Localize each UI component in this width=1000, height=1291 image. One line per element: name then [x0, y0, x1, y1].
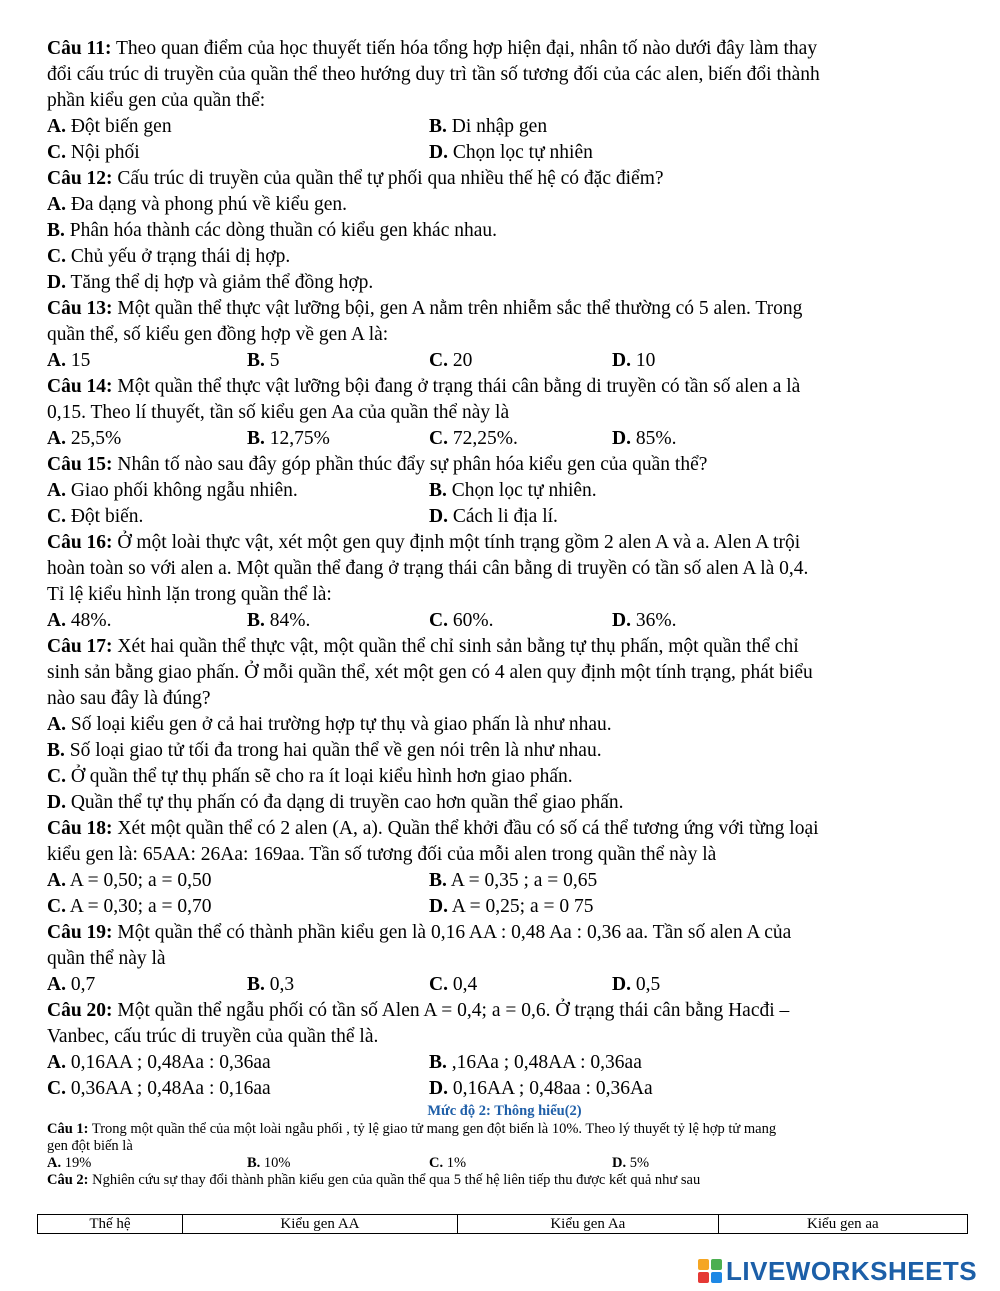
q17-option-c[interactable]: C. Ở quần thể tự thụ phấn sẽ cho ra ít loại kiểu hình hơn giao phấn. [47, 766, 573, 787]
q14-option-c[interactable]: C. 72,25%. [429, 428, 518, 449]
sq1-option-c[interactable]: C. 1% [429, 1155, 467, 1171]
sq1-option-d[interactable]: D. 5% [612, 1155, 650, 1171]
q12-line1: Câu 12: Cấu trúc di truyền của quần thể tự phối qua nhiều thế hệ có đặc điểm? [47, 168, 664, 189]
q13-option-a[interactable]: A. 15 [47, 350, 91, 371]
q13-options [47, 348, 962, 374]
sq2-line1: Câu 2: Nghiên cứu sự thay đổi thành phần kiểu gen của quần thể qua 5 thế hệ liên tiếp thu được kết quả như sau [47, 1172, 701, 1188]
section2-questions [47, 1121, 962, 1189]
q18-line1: Câu 18: Xét một quần thể có 2 alen (A, a). Quần thể khởi đầu có số cá thể tương ứng với từng loại [47, 818, 819, 839]
q13-option-c[interactable]: C. 20 [429, 350, 473, 371]
q20-line2: Vanbec, cấu trúc di truyền của quần thể là. [47, 1026, 379, 1047]
liveworksheets-icon [698, 1259, 722, 1283]
q12-option-a[interactable]: A. Đa dạng và phong phú về kiểu gen. [47, 194, 348, 215]
q12-option-c[interactable]: C. Chủ yếu ở trạng thái dị hợp. [47, 246, 291, 267]
q18-options-row1 [47, 868, 962, 894]
q11-line1: Câu 11: Theo quan điểm của học thuyết tiến hóa tổng hợp hiện đại, nhân tố nào dưới đây làm thay [47, 38, 818, 59]
q19-options [47, 972, 962, 998]
q11-option-d[interactable]: D. Chọn lọc tự nhiên [429, 142, 593, 163]
q11-option-b[interactable]: B. Di nhập gen [429, 116, 548, 137]
q20-option-a[interactable]: A. 0,16AA ; 0,48Aa : 0,36aa [47, 1052, 271, 1073]
q16-option-d[interactable]: D. 36%. [612, 610, 677, 631]
q20-option-d[interactable]: D. 0,16AA ; 0,48aa : 0,36Aa [429, 1078, 653, 1099]
q16-option-a[interactable]: A. 48%. [47, 610, 112, 631]
q15-options-row2 [47, 504, 962, 530]
sq1-line1: Câu 1: Trong một quần thể của một loài ngẫu phối , tỷ lệ giao tử mang gen đột biến là 10%. Theo lý thuyết tỷ lệ hợp tử mang [47, 1121, 777, 1137]
q19-line2: quần thể này là [47, 948, 166, 969]
q17-line2: sinh sản bằng giao phấn. Ở mỗi quần thể, xét một gen có 4 alen quy định một tính trạng, phát biểu [47, 662, 813, 683]
q16-line2: hoàn toàn so với alen a. Một quần thể đang ở trạng thái cân bằng di truyền có tần số alen A là 0,4. [47, 558, 809, 579]
q20-options-row2 [47, 1076, 962, 1102]
sq1-options [47, 1155, 962, 1172]
q14-line2: 0,15. Theo lí thuyết, tần số kiểu gen Aa của quần thể này là [47, 402, 510, 423]
q15-option-d[interactable]: D. Cách li địa lí. [429, 506, 558, 527]
table-header-cell: Kiểu gen Aa [457, 1215, 718, 1234]
q17-line1: Câu 17: Xét hai quần thể thực vật, một quần thể chỉ sinh sản bằng tự thụ phấn, một quần thể chỉ [47, 636, 799, 657]
q11-option-a[interactable]: A. Đột biến gen [47, 116, 172, 137]
q15-option-c[interactable]: C. Đột biến. [47, 506, 144, 527]
worksheet-page [47, 36, 962, 1189]
q19-option-c[interactable]: C. 0,4 [429, 974, 478, 995]
q20-options-row1 [47, 1050, 962, 1076]
q14-line1: Câu 14: Một quần thể thực vật lưỡng bội đang ở trạng thái cân bằng di truyền có tần số alen a là [47, 376, 801, 397]
q16-option-c[interactable]: C. 60%. [429, 610, 494, 631]
q17-option-a[interactable]: A. Số loại kiểu gen ở cả hai trường hợp tự thụ và giao phấn là như nhau. [47, 714, 612, 735]
q11-option-c[interactable]: C. Nội phối [47, 142, 140, 163]
q13-option-d[interactable]: D. 10 [612, 350, 656, 371]
table-header-cell: Thế hệ [38, 1215, 183, 1234]
q18-option-c[interactable]: C. A = 0,30; a = 0,70 [47, 896, 212, 917]
sq1-option-b[interactable]: B. 10% [247, 1155, 291, 1171]
q15-options-row1 [47, 478, 962, 504]
q20-line1: Câu 20: Một quần thể ngẫu phối có tần số Alen A = 0,4; a = 0,6. Ở trạng thái cân bằng Hacđi – [47, 1000, 790, 1021]
q13-line2: quần thể, số kiểu gen đồng hợp về gen A là: [47, 324, 389, 345]
sq1-line2: gen đột biến là [47, 1138, 133, 1154]
q15-line1: Câu 15: Nhân tố nào sau đây góp phần thúc đẩy sự phân hóa kiểu gen của quần thể? [47, 454, 708, 475]
q15-option-b[interactable]: B. Chọn lọc tự nhiên. [429, 480, 597, 501]
q14-options [47, 426, 962, 452]
q20-option-c[interactable]: C. 0,36AA ; 0,48Aa : 0,16aa [47, 1078, 271, 1099]
q19-line1: Câu 19: Một quần thể có thành phần kiểu gen là 0,16 AA : 0,48 Aa : 0,36 aa. Tần số alen A của [47, 922, 792, 943]
q17-option-d[interactable]: D. Quần thể tự thụ phấn có đa dạng di truyền cao hơn quần thể giao phấn. [47, 792, 624, 813]
section-title: Mức độ 2: Thông hiểu(2) [427, 1103, 582, 1119]
q18-option-a[interactable]: A. A = 0,50; a = 0,50 [47, 870, 212, 891]
table-header-cell: Kiểu gen AA [182, 1215, 457, 1234]
q15-option-a[interactable]: A. Giao phối không ngẫu nhiên. [47, 480, 298, 501]
q18-option-d[interactable]: D. A = 0,25; a = 0 75 [429, 896, 594, 917]
q11-options-row1 [47, 114, 962, 140]
q18-line2: kiểu gen là: 65AA: 26Aa: 169aa. Tần số tương đối của mỗi alen trong quần thể này là [47, 844, 717, 865]
q16-line1: Câu 16: Ở một loài thực vật, xét một gen quy định một tính trạng gồm 2 alen A và a. Alen A trội [47, 532, 801, 553]
q18-option-b[interactable]: B. A = 0,35 ; a = 0,65 [429, 870, 598, 891]
table-header-row [38, 1215, 968, 1234]
sq1-option-a[interactable]: A. 19% [47, 1155, 92, 1171]
q11-options-row2 [47, 140, 962, 166]
q20-option-b[interactable]: B. ,16Aa ; 0,48AA : 0,36aa [429, 1052, 642, 1073]
q14-option-b[interactable]: B. 12,75% [247, 428, 330, 449]
q12-option-d[interactable]: D. Tăng thể dị hợp và giảm thể đồng hợp. [47, 272, 374, 293]
q13-line1: Câu 13: Một quần thể thực vật lưỡng bội, gen A nằm trên nhiễm sắc thể thường có 5 alen. Trong [47, 298, 803, 319]
liveworksheets-logo[interactable] [698, 1257, 977, 1285]
q11-line3: phần kiểu gen của quần thể: [47, 90, 266, 111]
q19-option-d[interactable]: D. 0,5 [612, 974, 661, 995]
q19-option-a[interactable]: A. 0,7 [47, 974, 96, 995]
q16-line3: Tỉ lệ kiểu hình lặn trong quần thể là: [47, 584, 332, 605]
q16-option-b[interactable]: B. 84%. [247, 610, 311, 631]
q12-option-b[interactable]: B. Phân hóa thành các dòng thuần có kiểu gen khác nhau. [47, 220, 498, 241]
q16-options [47, 608, 962, 634]
brand-text: LIVEWORKSHEETS [726, 1255, 978, 1286]
q18-options-row2 [47, 894, 962, 920]
q11-line2: đổi cấu trúc di truyền của quần thể theo hướng duy trì tần số tương đối của các alen, biến đổi thành [47, 64, 820, 85]
table-header-cell: Kiểu gen aa [718, 1215, 967, 1234]
q14-option-d[interactable]: D. 85%. [612, 428, 677, 449]
genotype-table [37, 1214, 968, 1234]
q17-line3: nào sau đây là đúng? [47, 688, 211, 709]
q13-option-b[interactable]: B. 5 [247, 350, 280, 371]
q19-option-b[interactable]: B. 0,3 [247, 974, 295, 995]
q17-option-b[interactable]: B. Số loại giao tử tối đa trong hai quần thể về gen nói trên là như nhau. [47, 740, 602, 761]
q14-option-a[interactable]: A. 25,5% [47, 428, 122, 449]
